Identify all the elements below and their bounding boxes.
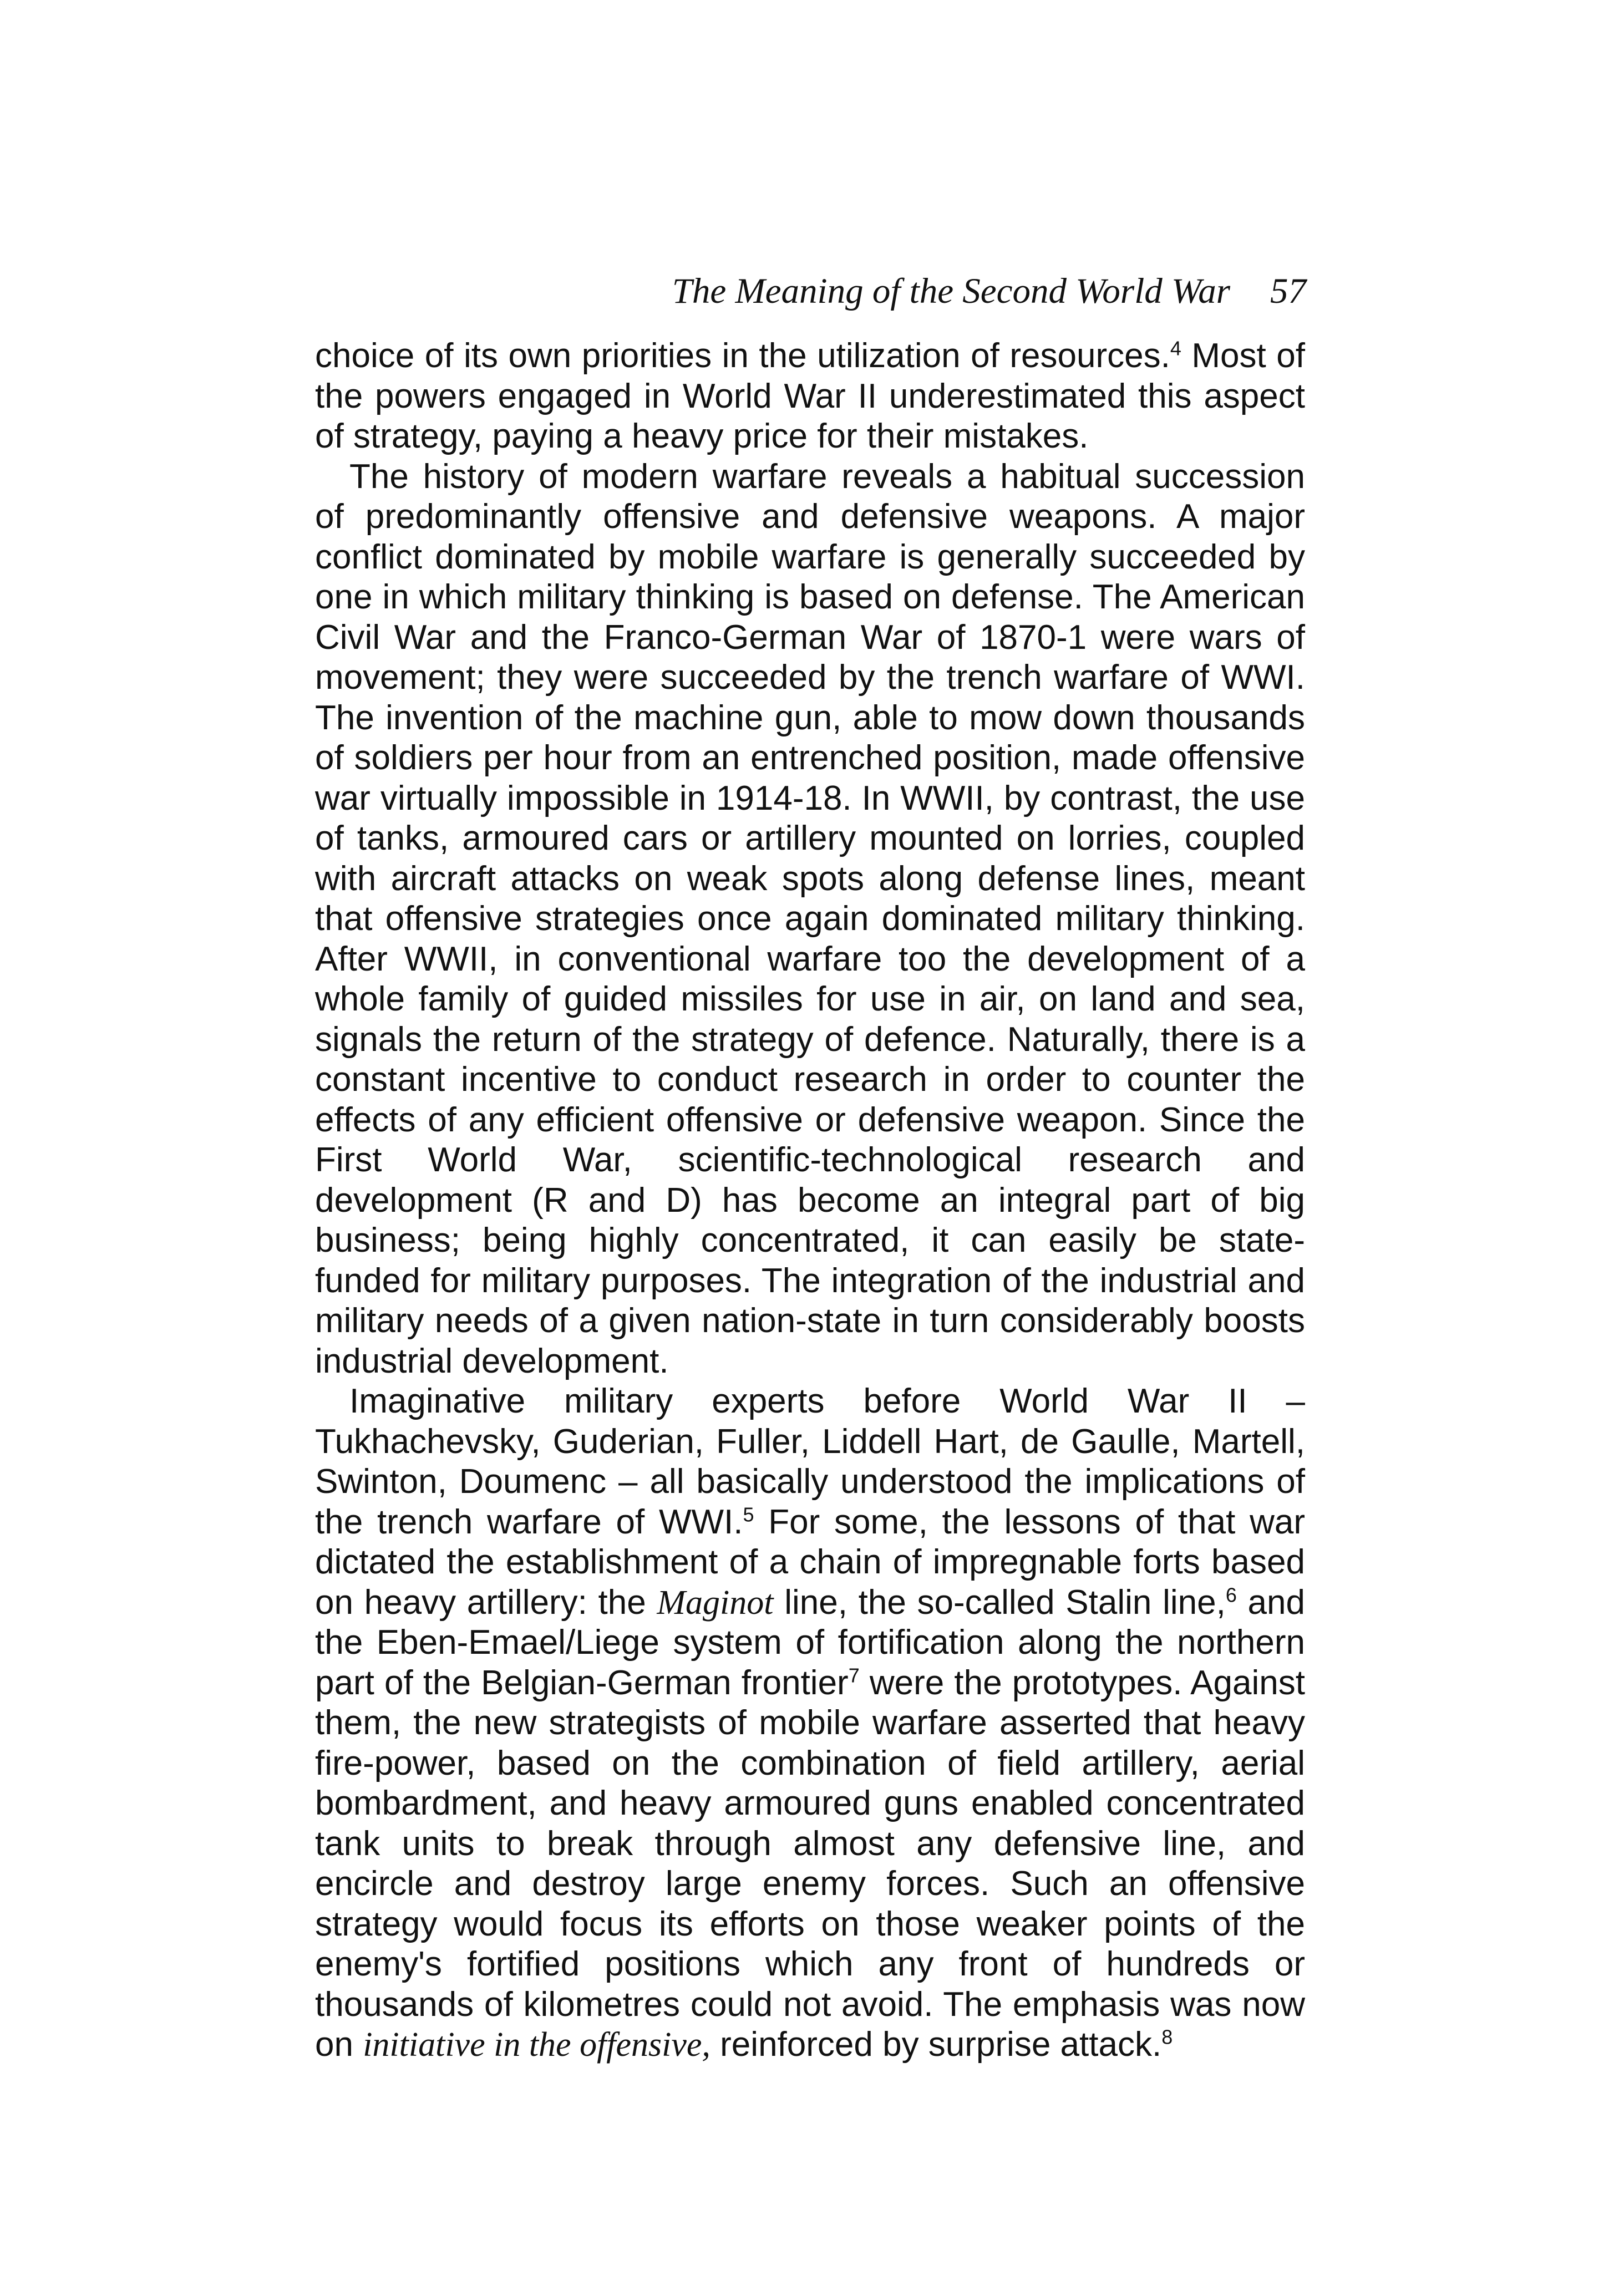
footnote-ref-4: 4 xyxy=(1170,337,1181,360)
paragraph-3-text-e: were the prototypes. Against them, the new strategists of mobile warfare asserted that heavy fire-power, based on the combination of field artillery, aerial bombardment, and heavy armoured guns enabled concentrated tank units to break through almost any defensive line, and encircle and destroy large enemy forces. Such an offensive strategy would focus its efforts on those weaker points of the enemy's fortified positions which any front of hundreds or thousands of kilometres could not avoid. The emphasis was now on xyxy=(315,1663,1305,2064)
paragraph-1-text-a: choice of its own priorities in the utilization of resources. xyxy=(315,337,1170,375)
paragraph-1 xyxy=(315,336,1305,457)
footnote-ref-6: 6 xyxy=(1225,1583,1237,1606)
footnote-ref-8: 8 xyxy=(1161,2025,1173,2049)
running-head xyxy=(316,269,1306,313)
paragraph-1-text-b: Most of the powers engaged in World War II underestimated this aspect of strategy, paying a heavy price for their mistakes. xyxy=(315,337,1305,455)
paragraph-3-text-f: reinforced by surprise attack. xyxy=(710,2025,1162,2064)
emphasis-italic: initiative in the offensive, xyxy=(363,2026,710,2064)
paragraph-2-text: The history of modern warfare reveals a habitual succession of predominantly offensive and defensive weapons. A major conflict dominated by mobile warfare is generally succeeded by one in which military thinking is based on defense. The American Civil War and the Franco-German War of 1870-1 were wars of movement; they were succeeded by the trench warfare of WWI. The invention of the machine gun, able to mow down thousands of soldiers per hour from an entrenched position, made offensive war virtually impossible in 1914-18. In WWII, by contrast, the use of tanks, armoured cars or artillery mounted on lorries, coupled with aircraft attacks on weak spots along defense lines, meant that offensive strategies once again dominated military thinking. After WWII, in conventional warfare too the development of a whole family of guided missiles for use in air, on land and sea, signals the return of the strategy of defence. Naturally, there is a constant incentive to conduct research in order to counter the effects of any efficient offensive or defensive weapon. Since the First World War, scientific-technological research and development (R and D) has become an integral part of big business; being highly concentrated, it can easily be state-funded for military purposes. The integration of the industrial and military needs of a given nation-state in turn considerably boosts industrial development. xyxy=(315,457,1305,1380)
maginot-italic: Maginot xyxy=(657,1583,774,1622)
footnote-ref-7: 7 xyxy=(848,1663,860,1686)
paragraph-3-text-d: and the Eben-Emael/Liege system of fortification along the northern part of the Belgian-German frontier xyxy=(315,1583,1305,1702)
body-text xyxy=(315,336,1305,2065)
footnote-ref-5: 5 xyxy=(743,1502,754,1526)
paragraph-2 xyxy=(315,457,1305,1382)
paragraph-3 xyxy=(315,1381,1305,2065)
paragraph-3-text-c: line, the so-called Stalin line, xyxy=(773,1583,1226,1622)
running-head-title: The Meaning of the Second World War xyxy=(672,271,1230,311)
page-number: 57 xyxy=(1270,271,1306,311)
paragraph-3-text-b: For some, the lessons of that war dictated the establishment of a chain of impregnable forts based on heavy artillery: the xyxy=(315,1502,1305,1622)
paragraph-3-text-a: Imaginative military experts before World War II – Tukhachevsky, Guderian, Fuller, Liddell Hart, de Gaulle, Martell, Swinton, Doumenc – all basically understood the implications of the trench warfare of WWI. xyxy=(315,1382,1305,1541)
